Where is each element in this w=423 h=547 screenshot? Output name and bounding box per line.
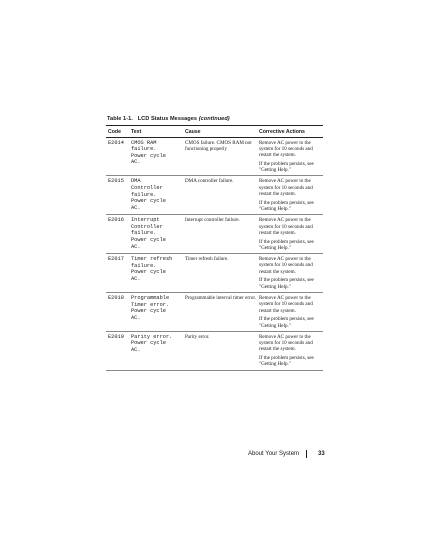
table-caption <box>107 116 230 122</box>
action-step: Remove AC power to the system for 10 seconds and restart the system. <box>259 295 313 314</box>
cell-code: E2019 <box>108 333 124 340</box>
action-step: If the problem persists, see "Getting Help." <box>259 238 314 251</box>
caption-title: LCD Status Messages <box>137 116 198 122</box>
action-step: If the problem persists, see "Getting Help." <box>259 199 314 212</box>
page-number: 33 <box>318 451 325 457</box>
header-code: Code <box>108 128 121 135</box>
cell-text: CMOS RAM failure. Power cycle AC. <box>131 139 166 166</box>
action-step: If the problem persists, see "Getting Help." <box>259 355 314 368</box>
cell-corrective-actions <box>257 176 323 215</box>
cell-corrective-actions <box>257 293 323 332</box>
action-step: Remove AC power to the system for 10 seconds and restart the system. <box>259 217 313 236</box>
action-step: If the problem persists, see "Getting Help." <box>259 160 314 174</box>
footer-section-title: About Your System <box>248 451 300 457</box>
table-row <box>106 137 323 176</box>
cell-code: E2017 <box>108 256 124 263</box>
table-row <box>106 331 323 370</box>
cell-code: E2015 <box>108 178 124 185</box>
cell-code: E2016 <box>108 217 124 224</box>
table-row <box>106 176 323 215</box>
cell-cause: CMOS failure. CMOS RAM not functioning properly <box>185 139 252 152</box>
cell-cause: Programmable interval timer error. <box>185 295 257 301</box>
action-step: If the problem persists, see "Getting Help." <box>259 277 314 290</box>
caption-continued: (continued) <box>198 116 230 122</box>
cell-cause: Interrupt controller failure. <box>185 217 240 224</box>
table-row <box>106 293 323 332</box>
cell-text: Interrupt Controller failure. Power cycle AC. <box>131 217 166 250</box>
cell-corrective-actions <box>257 137 323 176</box>
cell-cause: Timer refresh failure. <box>185 256 229 263</box>
action-step: Remove AC power to the system for 10 seconds and restart the system. <box>259 139 313 159</box>
table-row <box>106 254 323 293</box>
table-row <box>106 215 323 254</box>
header-text: Text <box>131 128 142 135</box>
cell-text: Parity error. Power cycle AC. <box>131 333 173 354</box>
table-header-row <box>106 126 323 138</box>
cell-text: DMA Controller failure. Power cycle AC. <box>131 178 166 211</box>
cell-text: Timer refresh failure. Power cycle AC. <box>131 256 173 282</box>
cell-corrective-actions <box>257 254 323 293</box>
action-step: Remove AC power to the system for 10 seconds and restart the system. <box>259 333 313 353</box>
header-cause: Cause <box>185 128 201 135</box>
page-footer <box>248 451 325 457</box>
header-corrective-actions: Corrective Actions <box>259 128 305 135</box>
cell-code: E2014 <box>108 139 124 146</box>
caption-label: Table 1-1. <box>107 116 133 122</box>
action-step: Remove AC power to the system for 10 seconds and restart the system. <box>259 178 313 197</box>
cell-text: Programmable Timer error. Power cycle AC. <box>131 295 170 321</box>
cell-cause: DMA controller failure. <box>185 178 234 185</box>
cell-code: E2018 <box>108 295 124 301</box>
action-step: Remove AC power to the system for 10 seconds and restart the system. <box>259 256 313 275</box>
action-step: If the problem persists, see "Getting Help." <box>259 316 314 329</box>
cell-corrective-actions <box>257 331 323 370</box>
footer-separator <box>306 450 307 458</box>
cell-cause: Parity error. <box>185 333 210 340</box>
cell-corrective-actions <box>257 215 323 254</box>
lcd-status-messages-table <box>106 125 323 371</box>
